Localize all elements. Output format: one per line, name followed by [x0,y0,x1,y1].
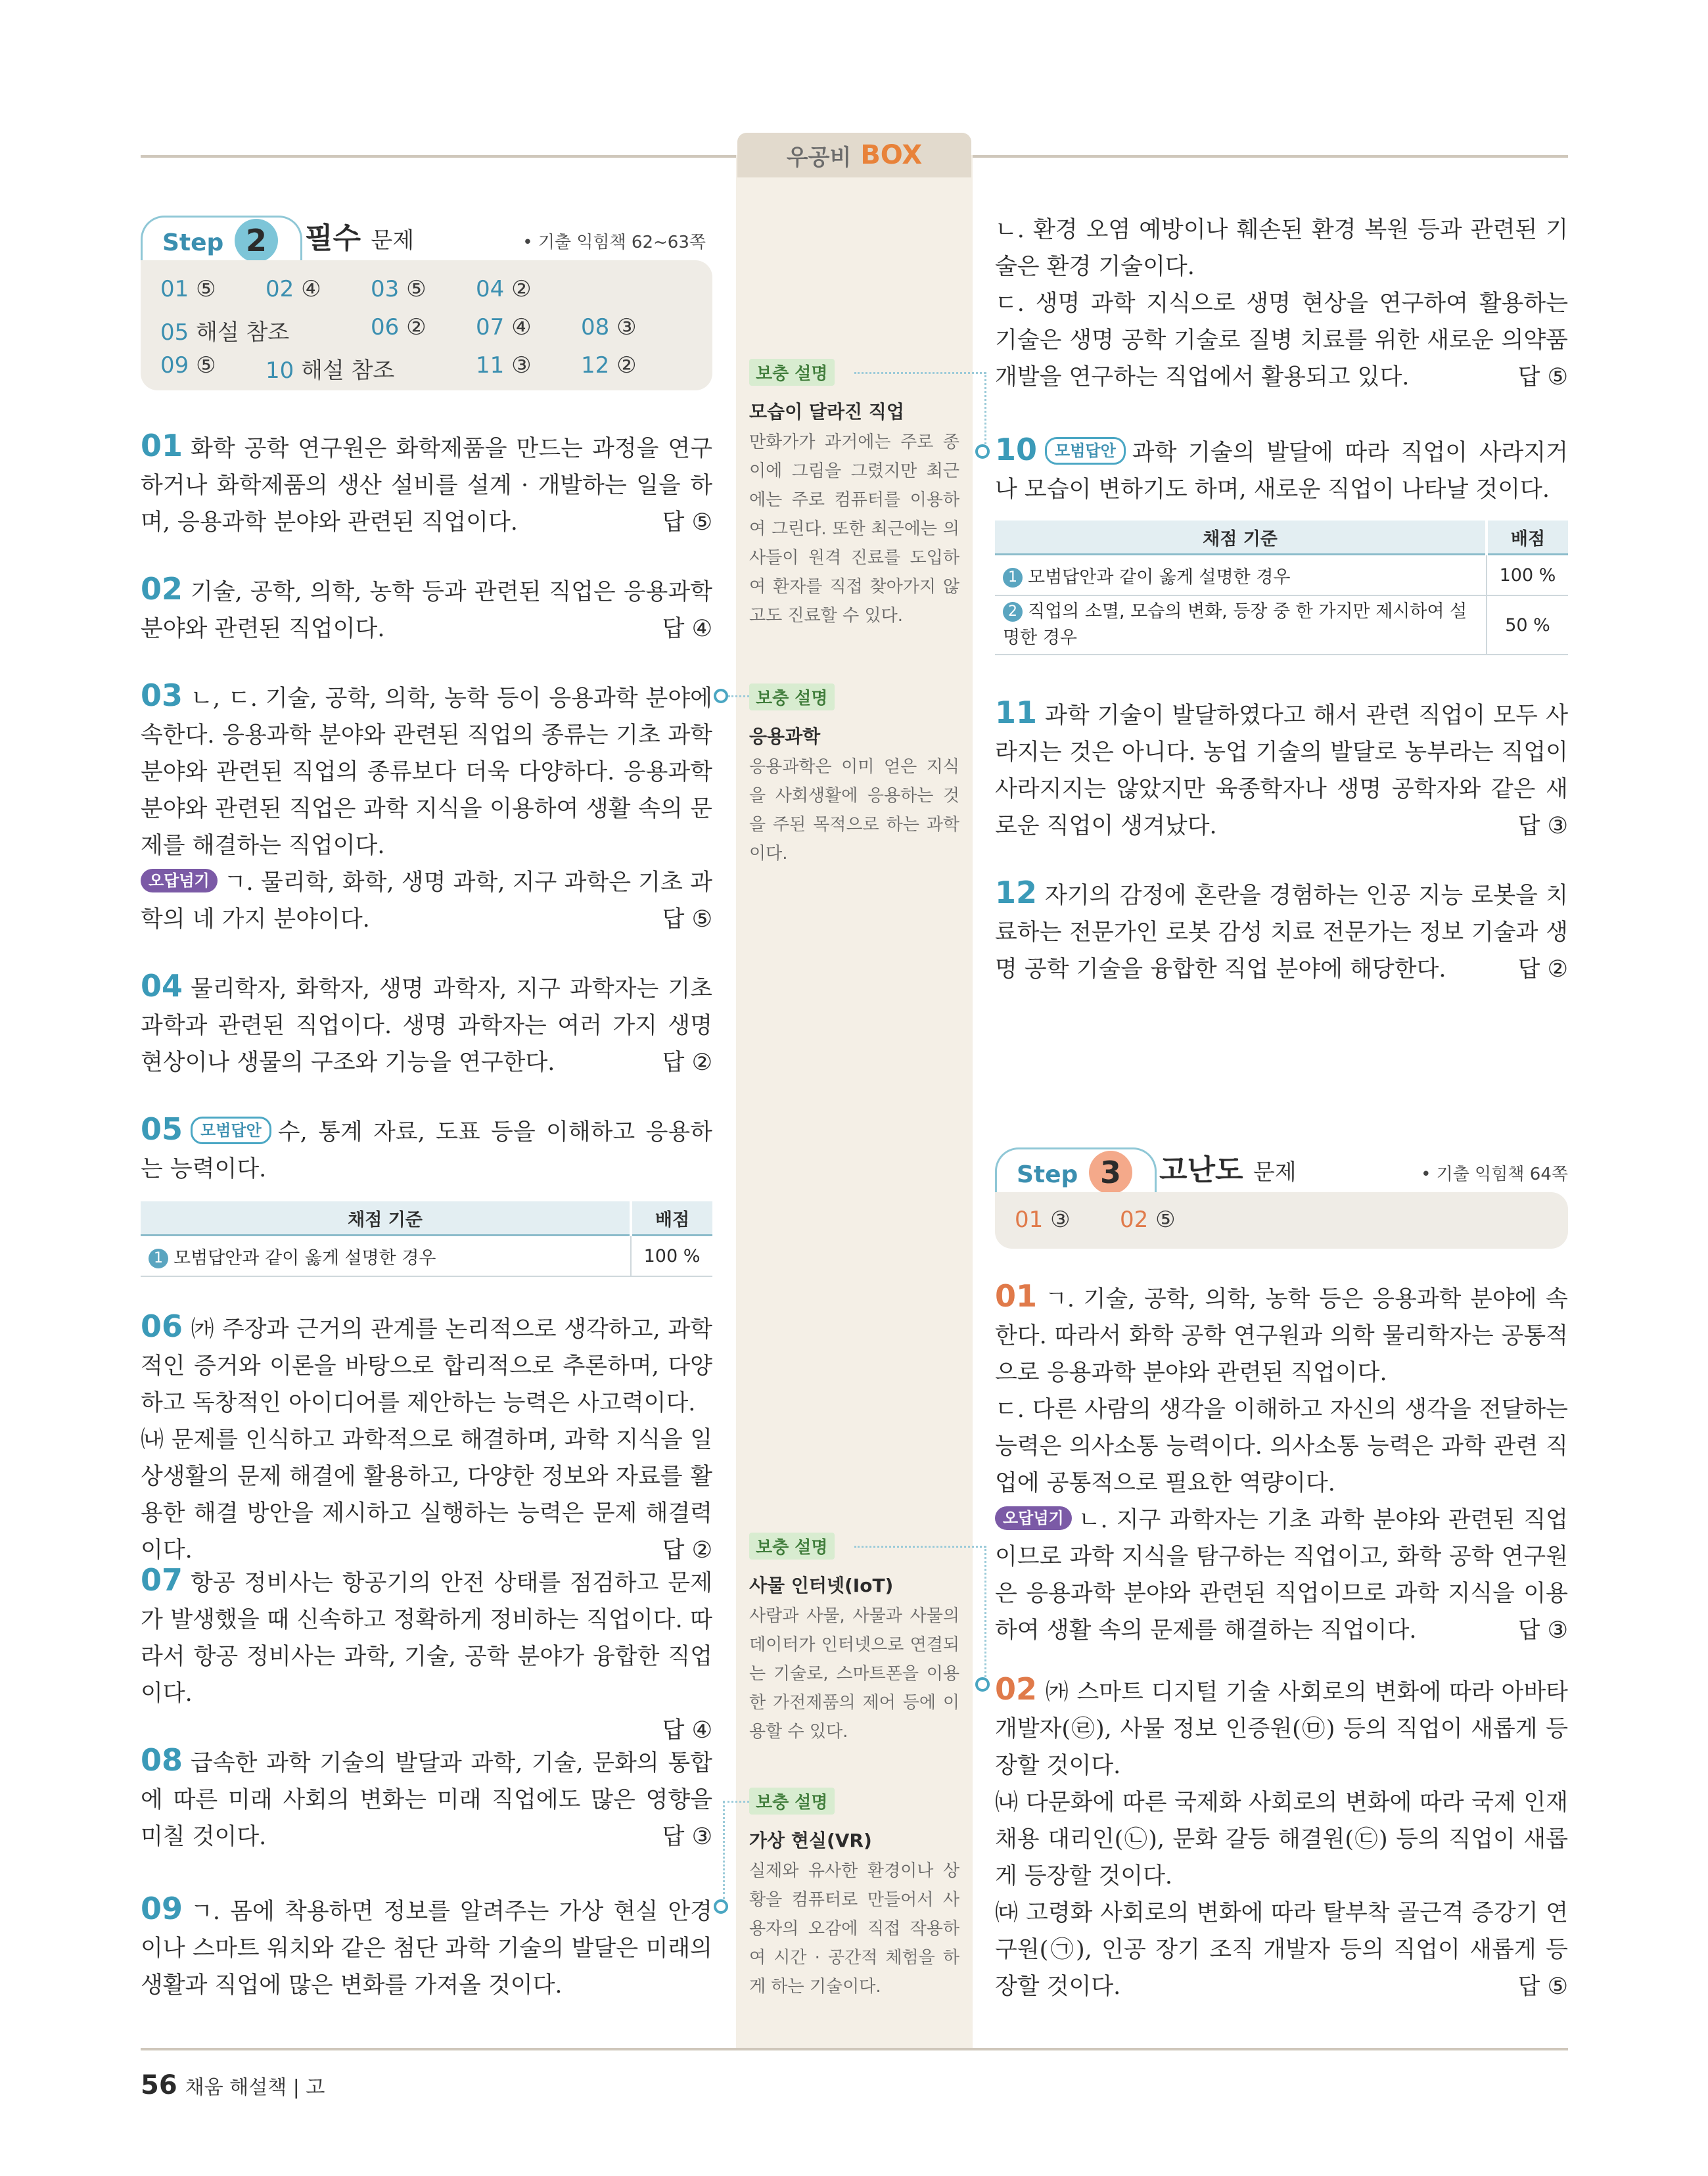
step2-title [305,214,414,256]
step3-pill [995,1147,1157,1195]
book-title: 채움 해설책 | 고 [185,2076,325,2099]
answer-mark: 답 ⑤ [1517,364,1568,390]
connector-line [854,372,986,374]
connector-dot [975,1677,990,1692]
step2-word: Step [162,229,224,256]
side-note-title: 가상 현실(VR) [749,1830,872,1851]
answer-item: 02 ④ [265,276,321,302]
bottom-rule [141,2048,1568,2050]
center-box-label: BOX [860,140,923,170]
step3-explanation-02: 02 ㈎ 스마트 디지털 기술 사회로의 변화에 따라 아바타 개발자(㉣), 사물 정보 인증원(㉤) 등의 직업이 새롭게 등장할 것이다. ㈏ 다문화에 따른 국제화 사회로의 변화에 따라 국제 인재 채용 대리인(㉡), 문화 갈등 해결원(㉢) 등의 직업이 새롭게 등장할 것이다. ㈐ 고령화 사회로의 변화에 따라 탈부착 골근격 증강기 연구원(㉠), 인공 장기 조직 개발자 등의 직업이 새롭게 등장할 것이다. 답 ⑤ [995,1671,1568,2005]
explanation-08: 08 급속한 과학 기술의 발달과 과학, 기술, 문화의 통합에 따른 미래 사회의 변화는 미래 직업에도 많은 영향을 미칠 것이다. 답 ③ [141,1742,712,1855]
step3-explanation-01: 01 ㄱ. 기술, 공학, 의학, 농학 등은 응용과학 분야에 속한다. 따라서 화학 공학 연구원과 의학 물리학자는 공통적으로 응용과학 분야와 관련된 직업이다. ㄷ. 다른 사람의 생각을 이해하고 자신의 생각을 전달하는 능력은 의사소통 능력이다. 의사소통 능력은 과학 관련 직업에 공통적으로 필요한 역량이다. 오답넘기 ㄴ. 지구 과학자는 기초 과학 분야와 관련된 직업이므로 과학 지식을 탐구하는 직업이고, 화학 공학 연구원은 응용과학 분야와 관련된 직업이므로 과학 지식을 이용하여 생활 속의 문제를 해결하는 직업이다. 답 ③ [995,1278,1568,1649]
model-answer-tag: 모범답안 [1045,437,1126,465]
step2-header [141,209,706,268]
answer-mark: 답 ② [662,1537,712,1563]
answer-mark: 답 ⑤ [1517,1974,1568,2000]
grading-header-criteria: 채점 기준 [141,1201,631,1236]
explanation-10: 10 모범답안 과학 기술의 발달에 따라 직업이 사라지거나 모습이 변하기도 하며, 새로운 직업이 나타날 것이다. [995,432,1568,503]
explanation-09-continued: ㄴ. 환경 오염 예방이나 훼손된 환경 복원 등과 관련된 기술은 환경 기술이다. ㄷ. 생명 과학 지식으로 생명 현상을 연구하여 활용하는 기술은 생명 공학 기술로 질병 치료를 위한 새로운 의약품 개발을 연구하는 직업에서 활용되고 있다. 답 ⑤ [995,212,1568,396]
step2-number: 2 [235,219,278,262]
center-box-prefix: 우공비 [786,144,852,171]
answer-mark: 답 ③ [1517,813,1568,839]
answer-item: 08 ③ [581,314,637,340]
center-box-tab [737,133,971,177]
explanation-09: 09 ㄱ. 몸에 착용하면 정보를 알려주는 가상 현실 안경이나 스마트 워치와 같은 첨단 과학 기술의 발달은 미래의 생활과 직업에 많은 변화를 가져올 것이다. [141,1891,712,1999]
side-note-3 [749,1533,959,1746]
explanation-01: 01 화학 공학 연구원은 화학제품을 만드는 과정을 연구하거나 화학제품의 생산 설비를 설계 · 개발하는 일을 하며, 응용과학 분야와 관련된 직업이다. 답 ⑤ [141,427,712,541]
step3-ref: • 기출 익힘책 64쪽 [1421,1165,1568,1184]
answer-item: 10 해설 참조 [265,358,395,384]
explanation-11: 11 과학 기술이 발달하였다고 해서 관련 직업이 모두 사라지는 것은 아니다. 농업 기술의 발달로 농부라는 직업이 사라지지는 않았지만 육종학자나 생명 공학자와 같은 새로운 직업이 생겨났다. 답 ③ [995,694,1568,845]
side-note-title: 사물 인터넷(IoT) [749,1575,894,1596]
answer-item: 11 ③ [476,352,532,379]
explanation-06: 06 ㈎ 주장과 근거의 관계를 논리적으로 생각하고, 과학적인 증거와 이론을 바탕으로 합리적으로 추론하며, 다양하고 독창적인 아이디어를 제안하는 능력은 사고력이다. ㈏ 문제를 인식하고 과학적으로 해결하며, 과학 지식을 일상생활의 문제 해결에 활용하고, 다양한 정보와 자료를 활용한 해결 방안을 제시하고 실행하는 능력은 문제 해결력이다. 답 ② [141,1308,712,1569]
grading-header-score: 배점 [1487,521,1568,555]
step3-title [1159,1146,1297,1188]
connector-line [728,695,749,697]
answer-item: 12 ② [581,352,637,379]
step2-ref: • 기출 익힘책 62~63쪽 [522,233,706,252]
answer-item: 01 ③ [1015,1207,1071,1233]
answer-item: 05 해설 참조 [160,319,290,346]
side-note-1 [749,359,959,630]
answer-mark: 답 ③ [662,1824,712,1850]
step3-number: 3 [1089,1151,1132,1194]
top-rule-left [141,155,736,158]
wrong-answer-tag: 오답넘기 [995,1506,1072,1530]
step2-title-small: 문제 [371,227,415,254]
side-note-title: 응용과학 [749,726,821,747]
grading-table-05 [141,1201,712,1277]
side-note-title: 모습이 달라진 직업 [749,401,904,423]
table-row: 1 모범답안과 같이 옳게 설명한 경우 100 % [995,555,1568,596]
answer-item: 02 ⑤ [1120,1207,1176,1233]
explanation-02: 02 기술, 공학, 의학, 농학 등과 관련된 직업은 응용과학 분야와 관련된 직업이다. 답 ④ [141,570,712,647]
answer-mark: 답 ④ [662,1717,712,1744]
explanation-05: 05 모범답안 수, 통계 자료, 도표 등을 이해하고 응용하는 능력이다. [141,1111,712,1182]
table-row: 1 모범답안과 같이 옳게 설명한 경우 100 % [141,1236,712,1277]
page-footer [141,2070,325,2100]
top-rule-right [973,155,1568,158]
answer-item: 07 ④ [476,314,532,340]
answer-mark: 답 ⑤ [662,509,712,536]
side-note-2 [749,683,959,868]
answer-mark: 답 ② [662,1050,712,1076]
side-note-body: 만화가가 과거에는 주로 종이에 그림을 그렸지만 최근에는 주로 컴퓨터를 이용하여 그린다. 또한 최근에는 의사들이 원격 진료를 도입하여 환자를 직접 찾아가지 않고도 진료할 수 있다. [749,432,959,626]
connector-dot [714,1899,728,1914]
step3-word: Step [1017,1161,1078,1188]
grading-table-10 [995,521,1568,655]
answer-item: 06 ② [371,314,427,340]
grading-header-criteria: 채점 기준 [995,521,1487,555]
step3-header [995,1141,1568,1200]
connector-line [854,1546,986,1548]
grading-header-score: 배점 [631,1201,712,1236]
answer-mark: 답 ③ [1517,1617,1568,1644]
side-note-tag: 보충 설명 [749,683,835,710]
step2-title-big: 필수 [305,221,361,255]
answer-mark: 답 ⑤ [662,906,712,933]
step2-pill [141,216,302,264]
explanation-12: 12 자기의 감정에 혼란을 경험하는 인공 지능 로봇을 치료하는 전문가인 로봇 감성 치료 전문가는 정보 기술과 생명 공학 기술을 융합한 직업 분야에 해당한다. 답 ② [995,874,1568,988]
answer-item: 03 ⑤ [371,276,427,302]
answer-mark: 답 ② [1517,956,1568,983]
wrong-answer-tag: 오답넘기 [141,869,218,892]
table-row: 2 직업의 소멸, 모습의 변화, 등장 중 한 가지만 제시하여 설명한 경우 50 % [995,595,1568,655]
side-note-4 [749,1788,959,2001]
step2-answer-box [141,260,712,390]
connector-dot [714,689,728,703]
answer-item: 09 ⑤ [160,352,216,379]
side-note-tag: 보충 설명 [749,1533,835,1560]
side-note-tag: 보충 설명 [749,359,835,386]
connector-line [723,1801,749,1803]
model-answer-tag: 모범답안 [191,1117,271,1144]
connector-line [984,1546,986,1677]
connector-line [984,372,986,444]
answer-item: 01 ⑤ [160,276,216,302]
side-note-body: 실제와 유사한 환경이나 상황을 컴퓨터로 만들어서 사용자의 오감에 직접 작용하여 시간 · 공간적 체험을 하게 하는 기술이다. [749,1861,959,1997]
side-note-body: 응용과학은 이미 얻은 지식을 사회생활에 응용하는 것을 주된 목적으로 하는 과학이다. [749,757,959,864]
answer-item: 04 ② [476,276,532,302]
step3-title-big: 고난도 [1159,1153,1243,1187]
explanation-03: 03 ㄴ, ㄷ. 기술, 공학, 의학, 농학 등이 응용과학 분야에 속한다. 응용과학 분야와 관련된 직업의 종류는 기초 과학 분야와 관련된 직업의 종류보다 더욱 다양하다. 응용과학 분야와 관련된 직업은 과학 지식을 이용하여 생활 속의 문제를 해결하는 직업이다. 오답넘기 ㄱ. 물리학, 화학, 생명 과학, 지구 과학은 기초 과학의 네 가지 분야이다. 답 ⑤ [141,677,712,938]
explanation-04: 04 물리학자, 화학자, 생명 과학자, 지구 과학자는 기초 과학과 관련된 직업이다. 생명 과학자는 여러 가지 생명 현상이나 생물의 구조와 기능을 연구한다. 답 ② [141,967,712,1081]
connector-line [723,1801,725,1899]
step3-answer-box [995,1192,1568,1249]
answer-mark: 답 ④ [662,616,712,642]
connector-dot [975,444,990,459]
side-note-body: 사람과 사물, 사물과 사물의 데이터가 인터넷으로 연결되는 기술로, 스마트폰을 이용한 가전제품의 제어 등에 이용할 수 있다. [749,1606,959,1742]
side-note-tag: 보충 설명 [749,1788,835,1815]
page-number: 56 [141,2070,177,2100]
explanation-07: 07 항공 정비사는 항공기의 안전 상태를 점검하고 문제가 발생했을 때 신속하고 정확하게 정비하는 직업이다. 따라서 항공 정비사는 과학, 기술, 공학 분야가 융합한 직업이다. 답 ④ [141,1562,712,1749]
step3-title-small: 문제 [1253,1159,1297,1186]
